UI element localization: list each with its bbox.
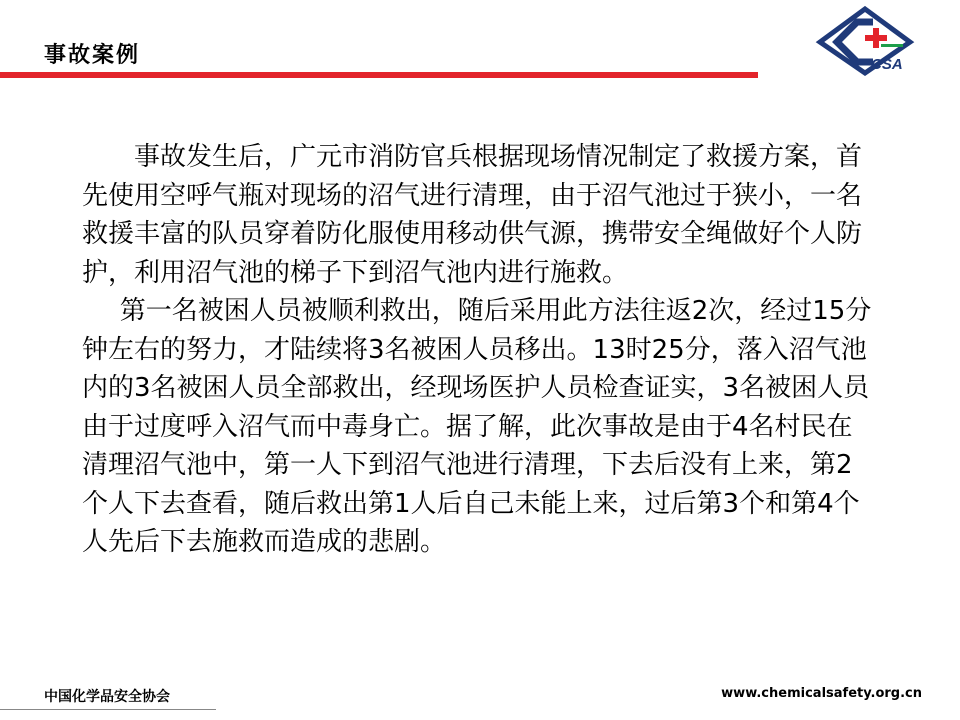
logo-green-bar xyxy=(881,44,903,47)
paragraph-rescue-outcome: 第一名被困人员被顺利救出，随后采用此方法往返2次，经过15分钟左右的努力，才陆续将3名被困人员移出。13时25分，落入沼气池内的3名被困人员全部救出，经现场医护人员检查证实，3名被困人员由于过度呼入沼气而中毒身亡。据了解，此次事故是由于4名村民在清理沼气池中，第一人下到沼气池进行清理，下去后没有上来，第2个人下去查看，随后救出第1人后自己未能上来，过后第3个和第4个人先后下去施救而造成的悲剧。 xyxy=(82,296,872,557)
footer-divider xyxy=(0,709,216,710)
article-body xyxy=(82,138,872,562)
footer-organization: 中国化学品安全协会 xyxy=(44,689,170,705)
csa-logo xyxy=(815,6,915,76)
footer-website: www.chemicalsafety.org.cn xyxy=(721,686,922,701)
logo-cross-horizontal xyxy=(865,35,887,41)
title-underline xyxy=(0,72,758,78)
paragraph-rescue-plan: 事故发生后，广元市消防官兵根据现场情况制定了救援方案，首先使用空呼气瓶对现场的沼气进行清理，由于沼气池过于狭小，一名救援丰富的队员穿着防化服使用移动供气源，携带安全绳做好个人防护，利用沼气池的梯子下到沼气池内进行施救。 xyxy=(82,142,863,288)
slide-title: 事故案例 xyxy=(44,43,141,68)
logo-text: CSA xyxy=(871,56,903,73)
